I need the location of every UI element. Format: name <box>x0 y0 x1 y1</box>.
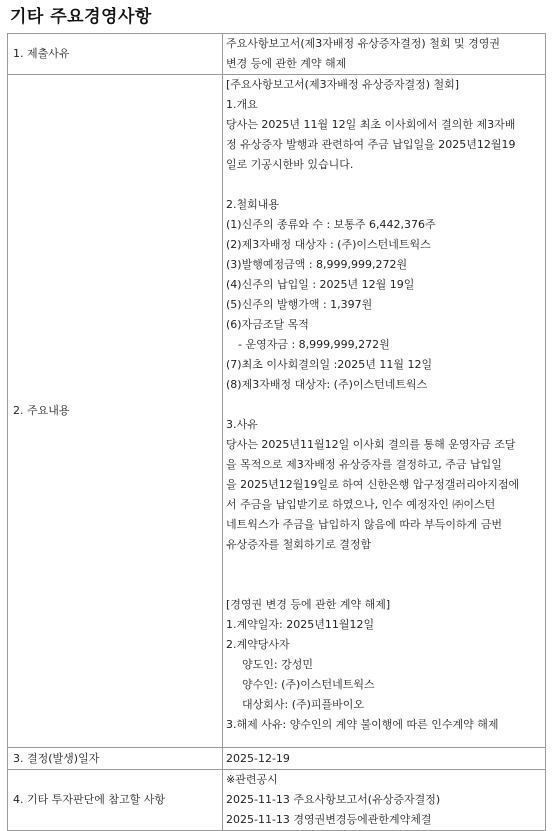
value-line: 정 유상증자 발행과 관련하여 주금 납입일을 2025년12월19 <box>226 138 516 151</box>
blank-line <box>226 395 542 415</box>
value-line: 1.개요 <box>226 98 258 111</box>
other-reference-value <box>223 770 546 831</box>
page-title: 기타 주요경영사항 <box>10 7 152 27</box>
value-line: 양수인: (주)이스턴네트웍스 <box>242 678 375 691</box>
table-row <box>8 34 546 75</box>
main-content-value <box>223 75 546 748</box>
value-line: 당사는 2025년11월12일 이사회 결의를 통해 운영자금 조달 <box>226 438 516 451</box>
row-label-decision-date: 3. 결정(발생)일자 <box>8 748 223 770</box>
value-line: (6)자금조달 목적 <box>226 318 309 331</box>
value-line: 변경 등에 관한 계약 해제 <box>226 57 347 70</box>
value-line: 3.사유 <box>226 418 258 431</box>
row-label-submission-reason: 1. 제출사유 <box>8 34 223 75</box>
table-row <box>8 770 546 831</box>
related-disclosure-link[interactable]: 2025-11-13 경영권변경등에관한계약체결 <box>226 813 432 826</box>
value-line: 서 주금을 납입받기로 하였으나, 인수 예정자인 ㈜이스턴 <box>226 498 496 511</box>
value-line: 을 목적으로 제3자배정 유상증자를 결정하고, 주금 납입일 <box>226 458 502 471</box>
submission-reason-value <box>223 34 546 75</box>
table-row <box>8 748 546 770</box>
blank-line <box>226 575 542 595</box>
value-line: ※관련공시 <box>226 773 278 786</box>
value-line: (7)최초 이사회결의일 :2025년 11월 12일 <box>226 358 433 371</box>
value-line: 유상증자를 철회하기로 결정함 <box>226 538 372 551</box>
value-line: 양도인: 강성민 <box>242 658 313 671</box>
section-heading-contract-termination: [경영권 변경 등에 관한 계약 해제] <box>226 598 391 611</box>
value-line: 2.철회내용 <box>226 198 279 211</box>
blank-line <box>226 555 542 575</box>
table-row <box>8 75 546 748</box>
value-line: - 운영자금 : 8,999,999,272원 <box>238 338 390 351</box>
value-line: 1.계약일자: 2025년11월12일 <box>226 618 375 631</box>
value-line: 주요사항보고서(제3자배정 유상증자결정) 철회 및 경영권 <box>226 37 500 50</box>
value-line: (3)발행예정금액 : 8,999,999,272원 <box>226 258 408 271</box>
row-label-other-reference: 4. 기타 투자판단에 참고할 사항 <box>8 770 223 831</box>
value-line: 3.해제 사유: 양수인의 계약 불이행에 따른 인수계약 해제 <box>226 718 499 731</box>
value-line: 일로 기공시한바 있습니다. <box>226 158 354 171</box>
value-line: (8)제3자배정 대상자: (주)이스턴네트웍스 <box>226 378 428 391</box>
row-label-main-content: 2. 주요내용 <box>8 75 223 748</box>
value-line: (4)신주의 납입일 : 2025년 12월 19일 <box>226 278 415 291</box>
value-line: 을 2025년12월19일로 하여 신한은행 압구정갤러리아지점에 <box>226 478 520 491</box>
value-line: (5)신주의 발행가액 : 1,397원 <box>226 298 373 311</box>
section-heading-withdrawal: [주요사항보고서(제3자배정 유상증자결정) 철회] <box>226 78 460 91</box>
value-line: (1)신주의 종류와 수 : 보통주 6,442,376주 <box>226 218 436 231</box>
decision-date-value: 2025-12-19 <box>223 748 546 770</box>
value-line: 2.계약당사자 <box>226 638 290 651</box>
disclosure-table <box>7 33 546 831</box>
value-line: (2)제3자배정 대상자 : (주)이스턴네트웍스 <box>226 238 431 251</box>
value-line: 대상회사: (주)피플바이오 <box>242 698 365 711</box>
blank-line <box>226 175 542 195</box>
related-disclosure-link[interactable]: 2025-11-13 주요사항보고서(유상증자결정) <box>226 793 441 806</box>
value-line: 당사는 2025년 11월 12일 최초 이사회에서 결의한 제3자배 <box>226 118 516 131</box>
value-line: 네트웍스가 주금을 납입하지 않음에 따라 부득이하게 금번 <box>226 518 503 531</box>
